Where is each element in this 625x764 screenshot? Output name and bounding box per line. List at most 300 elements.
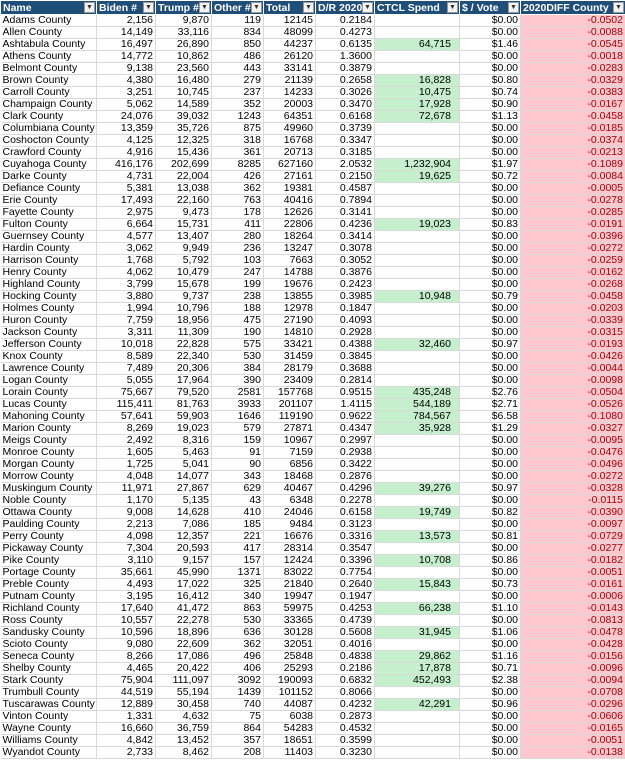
cell-2020diff[interactable]: -0.0191 bbox=[521, 219, 625, 231]
cell-other[interactable]: 103 bbox=[212, 255, 264, 267]
cell-other[interactable]: 159 bbox=[212, 435, 264, 447]
cell-ctcl-spend[interactable] bbox=[375, 543, 460, 555]
cell-trump[interactable]: 22,609 bbox=[156, 639, 212, 651]
cell-2020diff[interactable]: -0.0606 bbox=[521, 711, 625, 723]
cell-dollars-per-vote[interactable]: $0.72 bbox=[460, 171, 521, 183]
cell-name[interactable]: Richland County bbox=[1, 603, 97, 615]
cell-total[interactable]: 83022 bbox=[264, 567, 316, 579]
cell-ctcl-spend[interactable] bbox=[375, 567, 460, 579]
cell-dollars-per-vote[interactable]: $0.00 bbox=[460, 183, 521, 195]
filter-dropdown-icon[interactable]: ▼ bbox=[362, 2, 373, 13]
cell-ctcl-spend[interactable]: 10,948 bbox=[375, 291, 460, 303]
cell-biden[interactable]: 4,493 bbox=[97, 579, 156, 591]
cell-2020diff[interactable]: -0.0259 bbox=[521, 255, 625, 267]
cell-ctcl-spend[interactable]: 17,878 bbox=[375, 663, 460, 675]
cell-name[interactable]: Jefferson County bbox=[1, 339, 97, 351]
cell-dr-2020[interactable]: 0.3845 bbox=[316, 351, 375, 363]
cell-dollars-per-vote[interactable]: $0.00 bbox=[460, 231, 521, 243]
cell-biden[interactable]: 1,725 bbox=[97, 459, 156, 471]
cell-trump[interactable]: 22,340 bbox=[156, 351, 212, 363]
cell-name[interactable]: Crawford County bbox=[1, 147, 97, 159]
cell-total[interactable]: 10967 bbox=[264, 435, 316, 447]
cell-trump[interactable]: 41,472 bbox=[156, 603, 212, 615]
cell-biden[interactable]: 4,916 bbox=[97, 147, 156, 159]
cell-2020diff[interactable]: -0.0339 bbox=[521, 315, 625, 327]
cell-name[interactable]: Trumbull County bbox=[1, 687, 97, 699]
cell-dollars-per-vote[interactable]: $0.71 bbox=[460, 663, 521, 675]
cell-name[interactable]: Meigs County bbox=[1, 435, 97, 447]
cell-name[interactable]: Darke County bbox=[1, 171, 97, 183]
cell-total[interactable]: 33421 bbox=[264, 339, 316, 351]
cell-dr-2020[interactable]: 0.3422 bbox=[316, 459, 375, 471]
cell-dr-2020[interactable]: 0.3026 bbox=[316, 87, 375, 99]
cell-ctcl-spend[interactable] bbox=[375, 723, 460, 735]
cell-dollars-per-vote[interactable]: $2.38 bbox=[460, 675, 521, 687]
cell-dr-2020[interactable]: 0.3396 bbox=[316, 555, 375, 567]
cell-total[interactable]: 40416 bbox=[264, 195, 316, 207]
cell-dollars-per-vote[interactable]: $0.00 bbox=[460, 459, 521, 471]
cell-dollars-per-vote[interactable]: $0.00 bbox=[460, 327, 521, 339]
cell-ctcl-spend[interactable] bbox=[375, 687, 460, 699]
cell-2020diff[interactable]: -0.0138 bbox=[521, 747, 625, 759]
cell-biden[interactable]: 2,975 bbox=[97, 207, 156, 219]
cell-name[interactable]: Allen County bbox=[1, 27, 97, 39]
cell-trump[interactable]: 111,097 bbox=[156, 675, 212, 687]
cell-total[interactable]: 12424 bbox=[264, 555, 316, 567]
cell-total[interactable]: 18264 bbox=[264, 231, 316, 243]
cell-2020diff[interactable]: -0.0044 bbox=[521, 363, 625, 375]
cell-name[interactable]: Fulton County bbox=[1, 219, 97, 231]
cell-2020diff[interactable]: -0.0162 bbox=[521, 267, 625, 279]
cell-2020diff[interactable]: -0.0545 bbox=[521, 39, 625, 51]
cell-trump[interactable]: 14,589 bbox=[156, 99, 212, 111]
cell-biden[interactable]: 8,269 bbox=[97, 423, 156, 435]
cell-2020diff[interactable]: -0.0203 bbox=[521, 303, 625, 315]
cell-other[interactable]: 178 bbox=[212, 207, 264, 219]
cell-total[interactable]: 7663 bbox=[264, 255, 316, 267]
cell-dollars-per-vote[interactable]: $1.10 bbox=[460, 603, 521, 615]
cell-biden[interactable]: 9,080 bbox=[97, 639, 156, 651]
cell-trump[interactable]: 15,436 bbox=[156, 147, 212, 159]
cell-other[interactable]: 406 bbox=[212, 663, 264, 675]
cell-other[interactable]: 530 bbox=[212, 351, 264, 363]
cell-biden[interactable]: 4,577 bbox=[97, 231, 156, 243]
cell-dollars-per-vote[interactable]: $0.00 bbox=[460, 51, 521, 63]
cell-other[interactable]: 119 bbox=[212, 15, 264, 27]
cell-total[interactable]: 201107 bbox=[264, 399, 316, 411]
cell-2020diff[interactable]: -0.0143 bbox=[521, 603, 625, 615]
cell-biden[interactable]: 4,842 bbox=[97, 735, 156, 747]
cell-dr-2020[interactable]: 0.4347 bbox=[316, 423, 375, 435]
cell-trump[interactable]: 10,796 bbox=[156, 303, 212, 315]
header-name[interactable] bbox=[1, 1, 97, 15]
cell-dr-2020[interactable]: 0.4273 bbox=[316, 27, 375, 39]
cell-trump[interactable]: 17,086 bbox=[156, 651, 212, 663]
header-dr-2020[interactable] bbox=[316, 1, 375, 15]
cell-other[interactable]: 43 bbox=[212, 495, 264, 507]
cell-other[interactable]: 199 bbox=[212, 279, 264, 291]
cell-2020diff[interactable]: -0.0005 bbox=[521, 183, 625, 195]
cell-trump[interactable]: 27,867 bbox=[156, 483, 212, 495]
cell-total[interactable]: 7159 bbox=[264, 447, 316, 459]
header-dollars-per-vote[interactable] bbox=[460, 1, 521, 15]
filter-dropdown-icon[interactable]: ▼ bbox=[447, 2, 458, 13]
cell-ctcl-spend[interactable]: 42,291 bbox=[375, 699, 460, 711]
cell-other[interactable]: 362 bbox=[212, 639, 264, 651]
cell-dr-2020[interactable]: 0.3230 bbox=[316, 747, 375, 759]
cell-ctcl-spend[interactable] bbox=[375, 135, 460, 147]
cell-other[interactable]: 410 bbox=[212, 507, 264, 519]
cell-name[interactable]: Erie County bbox=[1, 195, 97, 207]
cell-other[interactable]: 91 bbox=[212, 447, 264, 459]
cell-trump[interactable]: 5,135 bbox=[156, 495, 212, 507]
cell-biden[interactable]: 44,519 bbox=[97, 687, 156, 699]
cell-total[interactable]: 24046 bbox=[264, 507, 316, 519]
cell-name[interactable]: Morrow County bbox=[1, 471, 97, 483]
cell-total[interactable]: 20713 bbox=[264, 147, 316, 159]
cell-trump[interactable]: 13,407 bbox=[156, 231, 212, 243]
cell-dr-2020[interactable]: 0.3078 bbox=[316, 243, 375, 255]
cell-trump[interactable]: 8,462 bbox=[156, 747, 212, 759]
cell-2020diff[interactable]: -0.0428 bbox=[521, 639, 625, 651]
cell-2020diff[interactable]: -0.0708 bbox=[521, 687, 625, 699]
cell-dollars-per-vote[interactable]: $0.00 bbox=[460, 135, 521, 147]
cell-biden[interactable]: 10,018 bbox=[97, 339, 156, 351]
cell-dollars-per-vote[interactable]: $0.00 bbox=[460, 447, 521, 459]
cell-ctcl-spend[interactable] bbox=[375, 243, 460, 255]
cell-ctcl-spend[interactable] bbox=[375, 519, 460, 531]
cell-trump[interactable]: 10,479 bbox=[156, 267, 212, 279]
cell-2020diff[interactable]: -0.0504 bbox=[521, 387, 625, 399]
cell-2020diff[interactable]: -0.0094 bbox=[521, 675, 625, 687]
cell-biden[interactable]: 57,641 bbox=[97, 411, 156, 423]
cell-total[interactable]: 18651 bbox=[264, 735, 316, 747]
cell-total[interactable]: 20003 bbox=[264, 99, 316, 111]
cell-dr-2020[interactable]: 0.3123 bbox=[316, 519, 375, 531]
cell-dr-2020[interactable]: 0.4232 bbox=[316, 699, 375, 711]
cell-ctcl-spend[interactable] bbox=[375, 447, 460, 459]
cell-other[interactable]: 352 bbox=[212, 99, 264, 111]
cell-biden[interactable]: 3,251 bbox=[97, 87, 156, 99]
cell-total[interactable]: 21139 bbox=[264, 75, 316, 87]
cell-biden[interactable]: 7,489 bbox=[97, 363, 156, 375]
cell-other[interactable]: 340 bbox=[212, 591, 264, 603]
cell-dr-2020[interactable]: 0.2814 bbox=[316, 375, 375, 387]
cell-2020diff[interactable]: -0.1080 bbox=[521, 411, 625, 423]
cell-biden[interactable]: 3,110 bbox=[97, 555, 156, 567]
cell-dr-2020[interactable]: 0.4532 bbox=[316, 723, 375, 735]
cell-biden[interactable]: 1,605 bbox=[97, 447, 156, 459]
cell-ctcl-spend[interactable] bbox=[375, 303, 460, 315]
cell-name[interactable]: Pike County bbox=[1, 555, 97, 567]
cell-trump[interactable]: 22,160 bbox=[156, 195, 212, 207]
cell-name[interactable]: Mahoning County bbox=[1, 411, 97, 423]
cell-name[interactable]: Sandusky County bbox=[1, 627, 97, 639]
cell-2020diff[interactable]: -0.0088 bbox=[521, 27, 625, 39]
cell-biden[interactable]: 4,125 bbox=[97, 135, 156, 147]
cell-trump[interactable]: 39,032 bbox=[156, 111, 212, 123]
cell-dollars-per-vote[interactable]: $0.00 bbox=[460, 351, 521, 363]
cell-trump[interactable]: 35,726 bbox=[156, 123, 212, 135]
cell-ctcl-spend[interactable]: 435,248 bbox=[375, 387, 460, 399]
header-trump[interactable] bbox=[156, 1, 212, 15]
cell-dollars-per-vote[interactable]: $0.00 bbox=[460, 735, 521, 747]
cell-total[interactable]: 48099 bbox=[264, 27, 316, 39]
cell-name[interactable]: Highland County bbox=[1, 279, 97, 291]
cell-trump[interactable]: 16,480 bbox=[156, 75, 212, 87]
cell-ctcl-spend[interactable] bbox=[375, 495, 460, 507]
cell-ctcl-spend[interactable] bbox=[375, 15, 460, 27]
cell-trump[interactable]: 26,890 bbox=[156, 39, 212, 51]
header-total[interactable] bbox=[264, 1, 316, 15]
cell-name[interactable]: Tuscarawas County bbox=[2, 698, 95, 710]
cell-total[interactable]: 25848 bbox=[264, 651, 316, 663]
cell-ctcl-spend[interactable]: 32,460 bbox=[375, 339, 460, 351]
cell-2020diff[interactable]: -0.0272 bbox=[521, 471, 625, 483]
cell-dollars-per-vote[interactable]: $0.97 bbox=[460, 483, 521, 495]
cell-dollars-per-vote[interactable]: $0.00 bbox=[460, 255, 521, 267]
cell-2020diff[interactable]: -0.0268 bbox=[521, 279, 625, 291]
cell-name[interactable]: Noble County bbox=[1, 495, 97, 507]
cell-2020diff[interactable]: -0.0084 bbox=[521, 171, 625, 183]
cell-name[interactable]: Scioto County bbox=[1, 639, 97, 651]
cell-dollars-per-vote[interactable]: $0.00 bbox=[460, 543, 521, 555]
cell-2020diff[interactable]: -0.0167 bbox=[521, 99, 625, 111]
cell-name[interactable]: Harrison County bbox=[1, 255, 97, 267]
cell-biden[interactable]: 6,664 bbox=[97, 219, 156, 231]
cell-dollars-per-vote[interactable]: $0.00 bbox=[460, 243, 521, 255]
header-other[interactable] bbox=[212, 1, 264, 15]
cell-trump[interactable]: 17,022 bbox=[156, 579, 212, 591]
cell-other[interactable]: 850 bbox=[212, 39, 264, 51]
cell-biden[interactable]: 4,465 bbox=[97, 663, 156, 675]
cell-total[interactable]: 190093 bbox=[264, 675, 316, 687]
cell-trump[interactable]: 19,023 bbox=[156, 423, 212, 435]
cell-2020diff[interactable]: -0.0476 bbox=[521, 447, 625, 459]
cell-ctcl-spend[interactable] bbox=[375, 315, 460, 327]
cell-total[interactable]: 13247 bbox=[264, 243, 316, 255]
cell-biden[interactable]: 35,661 bbox=[97, 567, 156, 579]
cell-other[interactable]: 384 bbox=[212, 363, 264, 375]
cell-dollars-per-vote[interactable]: $0.00 bbox=[460, 519, 521, 531]
cell-name[interactable]: Ashtabula County bbox=[1, 39, 97, 51]
cell-2020diff[interactable]: -0.0182 bbox=[521, 555, 625, 567]
cell-dr-2020[interactable]: 0.4388 bbox=[316, 339, 375, 351]
cell-ctcl-spend[interactable]: 13,573 bbox=[375, 531, 460, 543]
cell-total[interactable]: 33365 bbox=[264, 615, 316, 627]
cell-ctcl-spend[interactable]: 35,928 bbox=[375, 423, 460, 435]
filter-dropdown-icon[interactable]: ▼ bbox=[143, 2, 154, 13]
cell-2020diff[interactable]: -0.0096 bbox=[521, 663, 625, 675]
cell-name[interactable]: Paulding County bbox=[1, 519, 97, 531]
cell-ctcl-spend[interactable] bbox=[375, 639, 460, 651]
cell-trump[interactable]: 33,116 bbox=[156, 27, 212, 39]
cell-biden[interactable]: 16,497 bbox=[97, 39, 156, 51]
cell-dr-2020[interactable]: 0.3185 bbox=[316, 147, 375, 159]
cell-2020diff[interactable]: -0.0327 bbox=[521, 423, 625, 435]
cell-name[interactable]: Vinton County bbox=[1, 711, 97, 723]
cell-total[interactable]: 14233 bbox=[264, 87, 316, 99]
cell-dollars-per-vote[interactable]: $0.00 bbox=[460, 711, 521, 723]
cell-other[interactable]: 157 bbox=[212, 555, 264, 567]
cell-ctcl-spend[interactable] bbox=[375, 207, 460, 219]
cell-name[interactable]: Lorain County bbox=[1, 387, 97, 399]
cell-biden[interactable]: 13,359 bbox=[97, 123, 156, 135]
cell-total[interactable]: 6856 bbox=[264, 459, 316, 471]
cell-trump[interactable]: 36,759 bbox=[156, 723, 212, 735]
cell-name[interactable]: Pickaway County bbox=[1, 543, 97, 555]
cell-name[interactable]: Marion County bbox=[1, 423, 97, 435]
cell-total[interactable]: 9484 bbox=[264, 519, 316, 531]
cell-2020diff[interactable]: -0.0165 bbox=[521, 723, 625, 735]
cell-dr-2020[interactable]: 0.2938 bbox=[316, 447, 375, 459]
cell-dollars-per-vote[interactable]: $0.00 bbox=[460, 27, 521, 39]
cell-dollars-per-vote[interactable]: $0.73 bbox=[460, 579, 521, 591]
cell-trump[interactable]: 20,306 bbox=[156, 363, 212, 375]
cell-name[interactable]: Defiance County bbox=[1, 183, 97, 195]
cell-name[interactable]: Huron County bbox=[1, 315, 97, 327]
cell-name[interactable]: Fayette County bbox=[1, 207, 97, 219]
cell-ctcl-spend[interactable] bbox=[375, 195, 460, 207]
cell-ctcl-spend[interactable] bbox=[375, 123, 460, 135]
cell-trump[interactable]: 7,086 bbox=[156, 519, 212, 531]
cell-dr-2020[interactable]: 0.4236 bbox=[316, 219, 375, 231]
cell-2020diff[interactable]: -0.0315 bbox=[521, 327, 625, 339]
cell-other[interactable]: 2581 bbox=[212, 387, 264, 399]
cell-other[interactable]: 443 bbox=[212, 63, 264, 75]
cell-other[interactable]: 636 bbox=[212, 627, 264, 639]
header-biden[interactable] bbox=[97, 1, 156, 15]
cell-name[interactable]: Putnam County bbox=[1, 591, 97, 603]
cell-biden[interactable]: 1,768 bbox=[97, 255, 156, 267]
cell-trump[interactable]: 15,678 bbox=[156, 279, 212, 291]
cell-total[interactable]: 33141 bbox=[264, 63, 316, 75]
cell-2020diff[interactable]: -0.0277 bbox=[521, 543, 625, 555]
cell-dr-2020[interactable]: 0.2423 bbox=[316, 279, 375, 291]
cell-trump[interactable]: 30,458 bbox=[156, 699, 212, 711]
cell-other[interactable]: 1646 bbox=[212, 411, 264, 423]
cell-2020diff[interactable]: -0.0193 bbox=[521, 339, 625, 351]
cell-biden[interactable]: 8,589 bbox=[97, 351, 156, 363]
cell-dollars-per-vote[interactable]: $0.83 bbox=[460, 219, 521, 231]
cell-total[interactable]: 22806 bbox=[264, 219, 316, 231]
cell-name[interactable]: Brown County bbox=[1, 75, 97, 87]
cell-dollars-per-vote[interactable]: $0.97 bbox=[460, 339, 521, 351]
cell-dr-2020[interactable]: 0.9515 bbox=[316, 387, 375, 399]
cell-name[interactable]: Carroll County bbox=[1, 87, 97, 99]
cell-ctcl-spend[interactable] bbox=[375, 615, 460, 627]
cell-trump[interactable]: 16,412 bbox=[156, 591, 212, 603]
cell-ctcl-spend[interactable]: 15,843 bbox=[375, 579, 460, 591]
cell-other[interactable]: 75 bbox=[212, 711, 264, 723]
cell-2020diff[interactable]: -0.0278 bbox=[521, 195, 625, 207]
cell-ctcl-spend[interactable]: 16,828 bbox=[375, 75, 460, 87]
cell-dr-2020[interactable]: 0.4253 bbox=[316, 603, 375, 615]
cell-biden[interactable]: 1,170 bbox=[97, 495, 156, 507]
cell-total[interactable]: 12145 bbox=[264, 15, 316, 27]
cell-dr-2020[interactable]: 0.3470 bbox=[316, 99, 375, 111]
cell-biden[interactable]: 1,994 bbox=[97, 303, 156, 315]
cell-dr-2020[interactable]: 0.2928 bbox=[316, 327, 375, 339]
cell-other[interactable]: 185 bbox=[212, 519, 264, 531]
cell-other[interactable]: 357 bbox=[212, 735, 264, 747]
cell-dr-2020[interactable]: 0.3316 bbox=[316, 531, 375, 543]
cell-total[interactable]: 59975 bbox=[264, 603, 316, 615]
cell-dollars-per-vote[interactable]: $0.00 bbox=[460, 207, 521, 219]
cell-dr-2020[interactable]: 0.3052 bbox=[316, 255, 375, 267]
cell-trump[interactable]: 23,560 bbox=[156, 63, 212, 75]
cell-trump[interactable]: 13,038 bbox=[156, 183, 212, 195]
cell-name[interactable]: Preble County bbox=[1, 579, 97, 591]
cell-dr-2020[interactable]: 0.2876 bbox=[316, 471, 375, 483]
cell-name[interactable]: Henry County bbox=[1, 267, 97, 279]
filter-dropdown-icon[interactable]: ▼ bbox=[303, 2, 314, 13]
cell-biden[interactable]: 16,660 bbox=[97, 723, 156, 735]
cell-dr-2020[interactable]: 0.7894 bbox=[316, 195, 375, 207]
cell-dr-2020[interactable]: 0.4093 bbox=[316, 315, 375, 327]
cell-ctcl-spend[interactable] bbox=[375, 459, 460, 471]
cell-dollars-per-vote[interactable]: $0.00 bbox=[460, 567, 521, 579]
cell-biden[interactable]: 4,048 bbox=[97, 471, 156, 483]
cell-dr-2020[interactable]: 0.3739 bbox=[316, 123, 375, 135]
cell-total[interactable]: 64351 bbox=[264, 111, 316, 123]
header-2020diff-county[interactable] bbox=[521, 1, 625, 15]
cell-biden[interactable]: 1,331 bbox=[97, 711, 156, 723]
cell-name[interactable]: Jackson County bbox=[1, 327, 97, 339]
cell-trump[interactable]: 4,632 bbox=[156, 711, 212, 723]
cell-name[interactable]: Coshocton County bbox=[1, 135, 97, 147]
cell-ctcl-spend[interactable]: 19,625 bbox=[375, 171, 460, 183]
cell-2020diff[interactable]: -0.0396 bbox=[521, 231, 625, 243]
cell-trump[interactable]: 5,041 bbox=[156, 459, 212, 471]
cell-other[interactable]: 325 bbox=[212, 579, 264, 591]
cell-dollars-per-vote[interactable]: $1.13 bbox=[460, 111, 521, 123]
cell-name[interactable]: Clark County bbox=[1, 111, 97, 123]
cell-total[interactable]: 14810 bbox=[264, 327, 316, 339]
cell-total[interactable]: 21840 bbox=[264, 579, 316, 591]
cell-ctcl-spend[interactable]: 64,715 bbox=[375, 39, 460, 51]
cell-biden[interactable]: 3,311 bbox=[97, 327, 156, 339]
cell-total[interactable]: 19676 bbox=[264, 279, 316, 291]
cell-2020diff[interactable]: -0.0185 bbox=[521, 123, 625, 135]
cell-biden[interactable]: 2,213 bbox=[97, 519, 156, 531]
cell-total[interactable]: 6038 bbox=[264, 711, 316, 723]
cell-biden[interactable]: 9,008 bbox=[97, 507, 156, 519]
cell-dr-2020[interactable]: 0.6832 bbox=[316, 675, 375, 687]
cell-name[interactable]: Holmes County bbox=[1, 303, 97, 315]
cell-trump[interactable]: 20,422 bbox=[156, 663, 212, 675]
cell-trump[interactable]: 5,463 bbox=[156, 447, 212, 459]
cell-total[interactable]: 12978 bbox=[264, 303, 316, 315]
cell-dollars-per-vote[interactable]: $0.81 bbox=[460, 531, 521, 543]
cell-dr-2020[interactable]: 0.4587 bbox=[316, 183, 375, 195]
cell-2020diff[interactable]: -0.0458 bbox=[521, 291, 625, 303]
cell-dr-2020[interactable]: 0.3876 bbox=[316, 267, 375, 279]
cell-dollars-per-vote[interactable]: $0.00 bbox=[460, 723, 521, 735]
cell-dollars-per-vote[interactable]: $1.06 bbox=[460, 627, 521, 639]
cell-dr-2020[interactable]: 0.7754 bbox=[316, 567, 375, 579]
cell-biden[interactable]: 2,733 bbox=[97, 747, 156, 759]
cell-name[interactable]: Ottawa County bbox=[1, 507, 97, 519]
cell-ctcl-spend[interactable] bbox=[375, 735, 460, 747]
cell-other[interactable]: 1439 bbox=[212, 687, 264, 699]
cell-ctcl-spend[interactable] bbox=[375, 267, 460, 279]
cell-total[interactable]: 32051 bbox=[264, 639, 316, 651]
cell-dollars-per-vote[interactable]: $0.00 bbox=[460, 435, 521, 447]
cell-dr-2020[interactable]: 1.3600 bbox=[316, 51, 375, 63]
cell-dollars-per-vote[interactable]: $2.71 bbox=[460, 399, 521, 411]
cell-name[interactable]: Lawrence County bbox=[1, 363, 97, 375]
